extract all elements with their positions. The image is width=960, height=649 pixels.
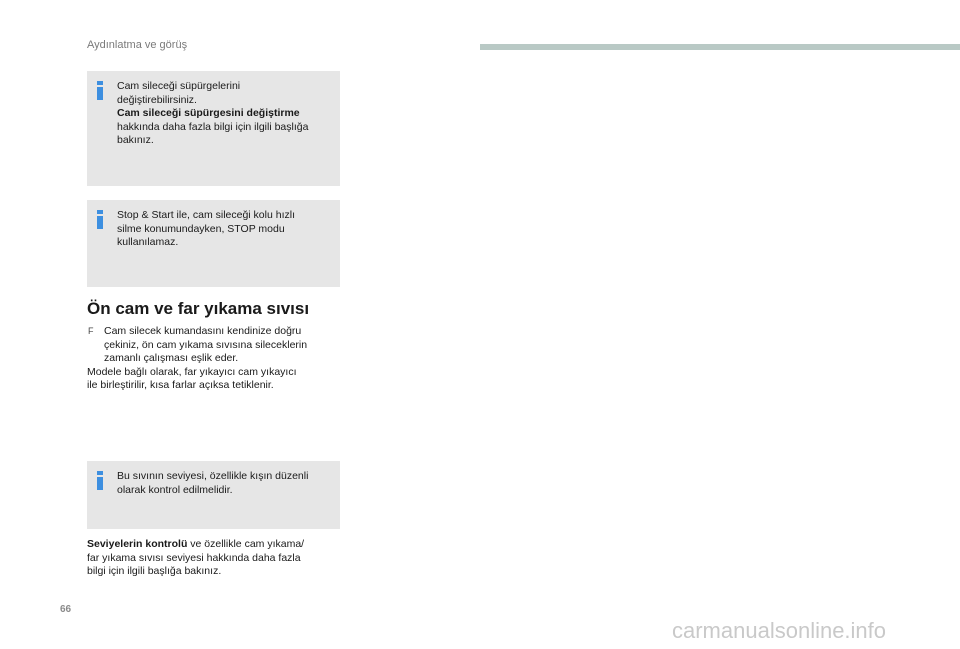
paragraph-line: ile birleştirilir, kısa farlar açıksa tetiklenir. — [87, 379, 274, 391]
bullet-icon: F — [88, 326, 94, 336]
footer-bold-lead: Seviyelerin kontrolü — [87, 538, 188, 550]
footer-line-rest: ve özellikle cam yıkama/ — [187, 538, 305, 550]
info-icon — [97, 471, 103, 490]
section-title: Aydınlatma ve görüş — [87, 39, 188, 51]
paragraph-line: Modele bağlı olarak, far yıkayıcı cam yıkayıcı — [87, 365, 297, 378]
watermark: carmanualsonline.info — [672, 618, 887, 643]
info-icon — [97, 81, 103, 100]
bullet-line: Cam silecek kumandasını kendinize doğru — [104, 325, 302, 337]
bullet-line: zamanlı çalışması eşlik eder. — [104, 352, 239, 364]
info-line: değiştirebilirsiniz. — [117, 93, 197, 106]
header-bar — [480, 44, 960, 50]
page-number: 66 — [60, 604, 72, 615]
info-line: hakkında daha fazla bilgi için ilgili başlığa — [117, 120, 309, 133]
info-line: Bu sıvının seviyesi, özellikle kışın düzenli — [117, 470, 309, 482]
info-line-bold: Cam sileceği süpürgesini değiştirme — [117, 107, 300, 119]
info-line: kullanılamaz. — [117, 236, 179, 248]
footer-line: far yıkama sıvısı seviyesi hakkında daha fazla — [87, 551, 301, 564]
bullet-line: çekiniz, ön cam yıkama sıvısına sileceklerin — [104, 338, 308, 351]
footer-line — [87, 538, 349, 552]
info-box-stop-start — [87, 200, 340, 287]
info-box-wiper-blades — [87, 71, 340, 186]
info-box-fluid-level — [87, 461, 340, 529]
section-body — [87, 325, 349, 393]
info-line: Cam sileceği süpürgelerini — [117, 80, 241, 92]
info-line: olarak kontrol edilmelidir. — [117, 483, 233, 496]
info-line: Stop & Start ile, cam sileceği kolu hızlı — [117, 209, 295, 221]
footer-paragraph — [87, 538, 349, 579]
footer-line: bilgi için ilgili başlığa bakınız. — [87, 565, 222, 577]
bullet-item — [87, 325, 349, 366]
info-line: bakınız. — [117, 134, 154, 146]
section-heading: Ön cam ve far yıkama sıvısı — [87, 299, 310, 318]
info-line: silme konumundayken, STOP modu — [117, 222, 285, 235]
info-icon — [97, 210, 103, 229]
